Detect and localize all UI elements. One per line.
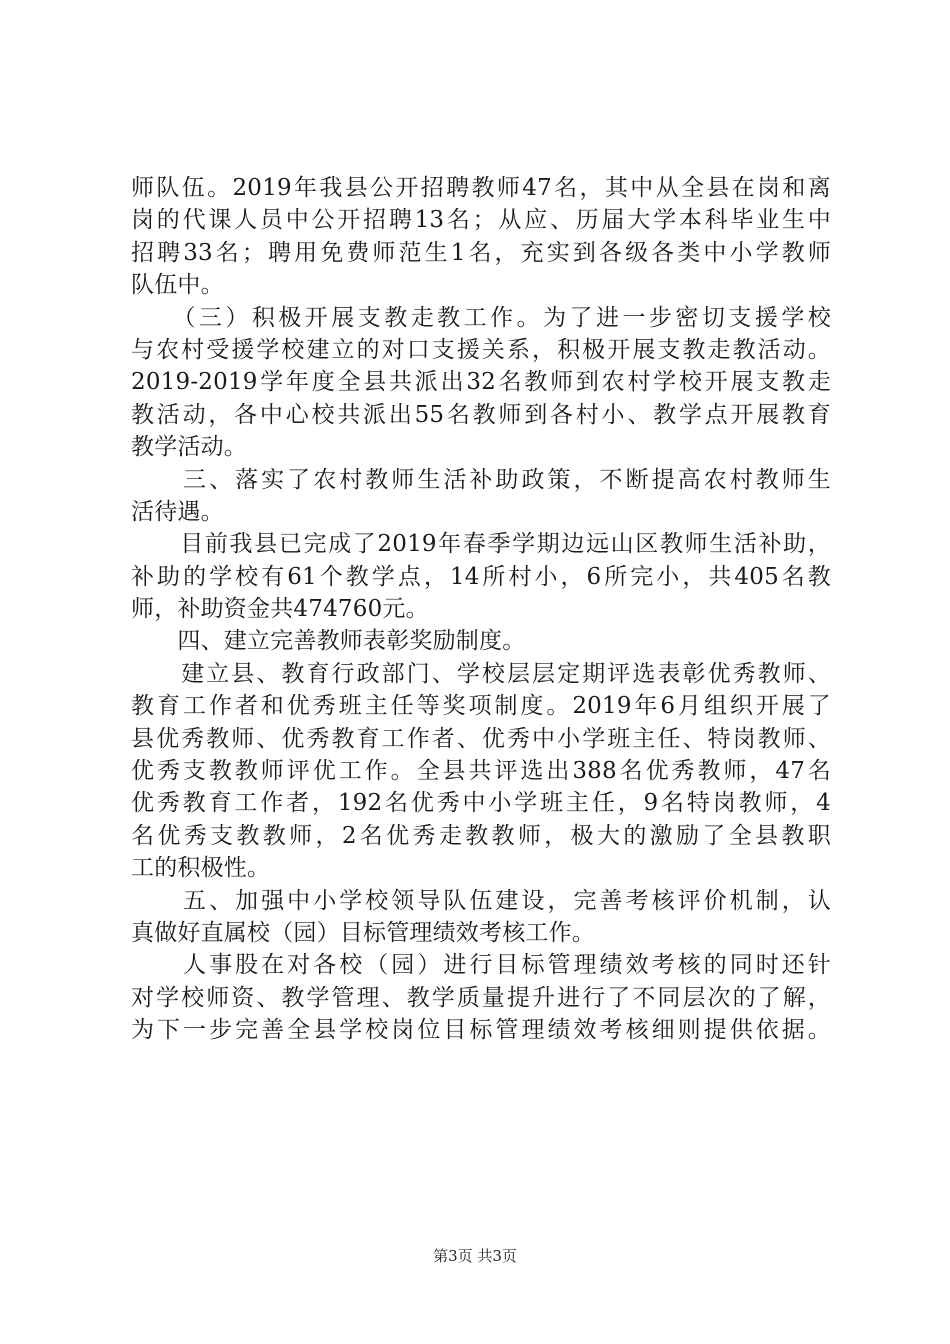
document-body [131, 172, 831, 1047]
text-line: 优秀教育工作者，192名优秀中小学班主任，9名特岗教师，4 [131, 790, 831, 817]
text-line: 对学校师资、教学管理、教学质量提升进行了不同层次的了解， [131, 984, 831, 1011]
text-line: 工的积极性。 [131, 855, 271, 882]
text-line: 教活动，各中心校共派出55名教师到各村小、教学点开展教育 [131, 401, 831, 428]
text-line: 2019-2019学年度全县共派出32名教师到农村学校开展支教走 [131, 369, 831, 396]
text-line: 优秀支教教师评优工作。全县共评选出388名优秀教师，47名 [131, 758, 831, 785]
text-line: 真做好直属校（园）目标管理绩效考核工作。 [131, 919, 595, 946]
text-line: 名优秀支教教师，2名优秀走教教师，极大的激励了全县教职 [131, 822, 831, 849]
text-line: 岗的代课人员中公开招聘13名；从应、历届大学本科毕业生中 [131, 207, 831, 234]
text-line: 为下一步完善全县学校岗位目标管理绩效考核细则提供依据。 [131, 1017, 831, 1044]
text-line: 建立县、教育行政部门、学校层层定期评选表彰优秀教师、 [131, 660, 831, 687]
text-line: 五、加强中小学校领导队伍建设，完善考核评价机制，认 [131, 887, 831, 914]
text-line: 队伍中。 [131, 272, 224, 299]
text-line: 教育工作者和优秀班主任等奖项制度。2019年6月组织开展了 [131, 693, 831, 720]
text-line: （三）积极开展支教走教工作。为了进一步密切支援学校 [131, 304, 831, 331]
text-line: 县优秀教师、优秀教育工作者、优秀中小学班主任、特岗教师、 [131, 725, 831, 752]
text-line: 三、落实了农村教师生活补助政策，不断提高农村教师生 [131, 466, 831, 493]
text-line: 目前我县已完成了2019年春季学期边远山区教师生活补助， [131, 531, 831, 558]
text-line: 活待遇。 [131, 498, 224, 525]
text-line: 招聘33名；聘用免费师范生1名，充实到各级各类中小学教师 [131, 239, 831, 266]
text-line: 人事股在对各校（园）进行目标管理绩效考核的同时还针 [131, 952, 831, 979]
text-line: 教学活动。 [131, 434, 247, 461]
text-line: 补助的学校有61个教学点，14所村小，6所完小，共405名教 [131, 563, 831, 590]
text-line: 与农村受援学校建立的对口支援关系，积极开展支教走教活动。 [131, 336, 831, 363]
text-line: 师，补助资金共474760元。 [131, 596, 429, 623]
text-line: 师队伍。2019年我县公开招聘教师47名，其中从全县在岗和离 [131, 175, 831, 201]
page-footer: 第3页 共3页 [433, 1247, 517, 1265]
text-line: 四、建立完善教师表彰奖励制度。 [131, 628, 526, 655]
